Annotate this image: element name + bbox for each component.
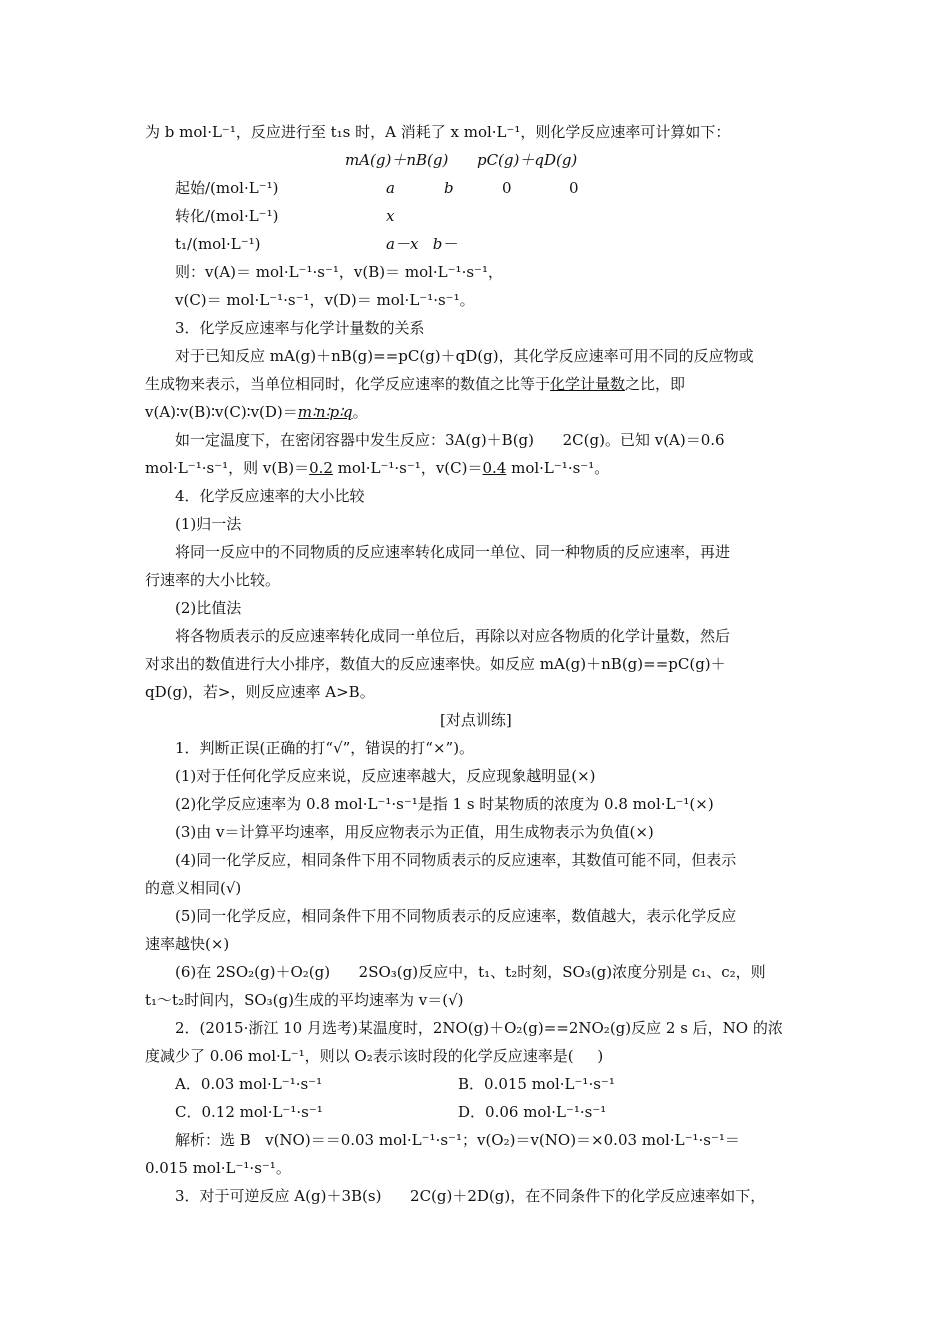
- section-heading: 3．化学反应速率与化学计量数的关系: [175, 319, 425, 337]
- text-segment: v(A)∶v(B)∶v(C)∶v(D)＝: [145, 403, 298, 421]
- table-cell: a－x b－: [386, 235, 458, 253]
- question-line: 的意义相同(√): [145, 879, 242, 897]
- subheading: (2)比值法: [175, 599, 242, 617]
- question-line: (6)在 2SO₂(g)＋O₂(g) 2SO₃(g)反应中，t₁、t₂时刻，SO₃(g)浓度分别是 c₁、c₂，则: [175, 963, 766, 981]
- text-line: v(C)＝ mol·L⁻¹·s⁻¹，v(D)＝ mol·L⁻¹·s⁻¹。: [175, 291, 475, 309]
- text-line: 对于已知反应 mA(g)＋nB(g)==pC(g)＋qD(g)，其化学反应速率可用不同的反应物或: [175, 347, 754, 365]
- answer-blank: m∶n∶p∶q: [297, 403, 353, 421]
- option-a: A．0.03 mol·L⁻¹·s⁻¹: [175, 1075, 323, 1093]
- table-cell: x: [386, 207, 395, 225]
- table-cell: 0: [502, 179, 512, 197]
- text-segment: mol·L⁻¹·s⁻¹。: [506, 459, 610, 477]
- text-segment: mol·L⁻¹·s⁻¹，则 v(B)＝: [145, 459, 310, 477]
- subheading: (1)归一法: [175, 515, 242, 533]
- answer-blank: 0.2: [309, 459, 333, 477]
- table-label: 转化/(mol·L⁻¹): [175, 207, 279, 225]
- equation-line: mA(g)＋nB(g) pC(g)＋qD(g): [345, 151, 578, 169]
- question-line: 度减少了 0.06 mol·L⁻¹，则以 O₂表示该时段的化学反应速率是( ): [145, 1047, 604, 1065]
- question-line: 3．对于可逆反应 A(g)＋3B(s) 2C(g)＋2D(g)，在不同条件下的化学反应速率如下，: [175, 1187, 766, 1205]
- solution-line: 解析：选 B v(NO)＝＝0.03 mol·L⁻¹·s⁻¹；v(O₂)＝v(NO)＝×0.03 mol·L⁻¹·s⁻¹＝: [175, 1131, 740, 1149]
- text-segment: 之比，即: [625, 375, 686, 393]
- text-line: 则：v(A)＝ mol·L⁻¹·s⁻¹，v(B)＝ mol·L⁻¹·s⁻¹，: [175, 263, 503, 281]
- text-line: qD(g)，若>，则反应速率 A>B。: [145, 683, 375, 701]
- question-line: 2．(2015·浙江 10 月选考)某温度时，2NO(g)＋O₂(g)==2NO₂(g)反应 2 s 后，NO 的浓: [175, 1019, 783, 1037]
- text-line: 对求出的数值进行大小排序，数值大的反应速率快。如反应 mA(g)＋nB(g)==pC(g)＋: [145, 655, 726, 673]
- answer-blank: 0.4: [482, 459, 507, 477]
- question-line: (5)同一化学反应，相同条件下用不同物质表示的反应速率，数值越大，表示化学反应: [175, 907, 737, 925]
- text-segment: 生成物来表示，当单位相同时，化学反应速率的数值之比等于: [145, 375, 551, 393]
- question-line: t₁～t₂时间内，SO₃(g)生成的平均速率为 v＝(√): [145, 991, 464, 1009]
- question-line: (4)同一化学反应，相同条件下用不同物质表示的反应速率，其数值可能不同，但表示: [175, 851, 737, 869]
- text-line: [145, 458, 609, 478]
- text-line: 将同一反应中的不同物质的反应速率转化成同一单位、同一种物质的反应速率，再进: [175, 543, 731, 561]
- solution-line: 0.015 mol·L⁻¹·s⁻¹。: [145, 1159, 291, 1177]
- question-line: (1)对于任何化学反应来说，反应速率越大，反应现象越明显(×): [175, 767, 596, 785]
- section-heading: 4．化学反应速率的大小比较: [175, 487, 365, 505]
- text-segment: mol·L⁻¹·s⁻¹，v(C)＝: [332, 459, 483, 477]
- text-line: [145, 374, 685, 394]
- option-b: B．0.015 mol·L⁻¹·s⁻¹: [458, 1075, 615, 1093]
- text-segment: 。: [352, 403, 368, 421]
- table-cell: 0: [569, 179, 579, 197]
- table-label: t₁/(mol·L⁻¹): [175, 235, 261, 253]
- text-line: 将各物质表示的反应速率转化成同一单位后，再除以对应各物质的化学计量数，然后: [175, 627, 731, 645]
- text-line: 为 b mol·L⁻¹，反应进行至 t₁s 时，A 消耗了 x mol·L⁻¹，则化学反应速率可计算如下：: [145, 123, 731, 141]
- question-line: (3)由 v＝计算平均速率，用反应物表示为正值，用生成物表示为负值(×): [175, 823, 654, 841]
- option-d: D．0.06 mol·L⁻¹·s⁻¹: [458, 1103, 607, 1121]
- text-line: [145, 402, 368, 422]
- question-line: 速率越快(×): [145, 935, 230, 953]
- answer-blank: 化学计量数: [550, 375, 626, 393]
- question-line: 1．判断正误(正确的打“√”，错误的打“×”)。: [175, 739, 475, 757]
- text-line: 如一定温度下，在密闭容器中发生反应：3A(g)＋B(g) 2C(g)。已知 v(A)＝0.6: [175, 431, 725, 449]
- table-cell: a: [386, 179, 395, 197]
- table-label: 起始/(mol·L⁻¹): [175, 179, 279, 197]
- text-line: 行速率的大小比较。: [145, 571, 281, 589]
- question-line: (2)化学反应速率为 0.8 mol·L⁻¹·s⁻¹是指 1 s 时某物质的浓度为 0.8 mol·L⁻¹(×): [175, 795, 714, 813]
- exercise-heading: [对点训练]: [440, 711, 512, 729]
- option-c: C．0.12 mol·L⁻¹·s⁻¹: [175, 1103, 323, 1121]
- table-cell: b: [444, 179, 454, 197]
